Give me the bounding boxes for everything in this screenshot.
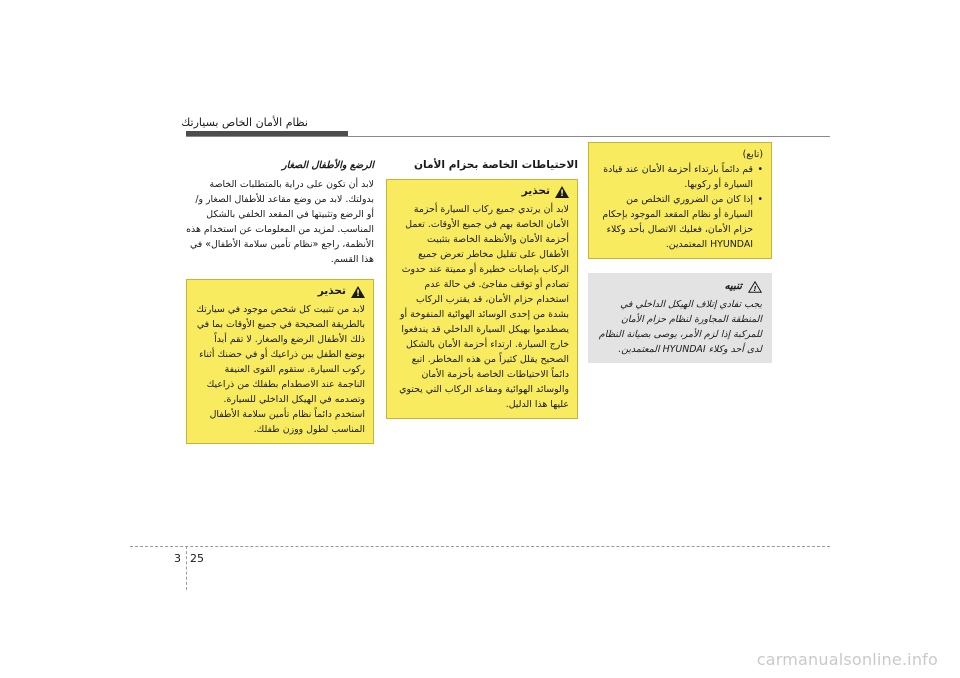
warning-box-infants: [186, 279, 374, 444]
page-number: 25: [190, 552, 204, 565]
caution-box: [588, 273, 772, 363]
column-continued: [588, 142, 772, 363]
caution-title: تنبيه: [724, 281, 742, 292]
warning-header: [395, 184, 569, 199]
footer-divider: [186, 546, 187, 590]
warning-bullet-list: [597, 162, 763, 252]
section-body-infants: لابد أن تكون على دراية بالمتطلبات الخاصة بدولتك. لابد من وضع مقاعد للأطفال الصغار و/ أو الرضع وتثبيتها في المقعد الخلفي بالشكل المناسب. لمزيد من المعلومات عن استخدام هذه الأنظمة، راجع «نظام تأمين سلامة الأطفال» في هذا القسم.: [186, 179, 374, 265]
warning-body: لابد من تثبيت كل شخص موجود في سيارتك بالطريقة الصحيحة في جميع الأوقات بما في ذلك الأطفال الرضع والصغار. لا تقم أبداً بوضع الطفل بين ذراعيك أو في حضنك أثناء ركوب السيارة. ستقوم القوى العنيفة الناجمة عند الاصطدام بطفلك من ذراعيك وتصدمه في الهيكل الداخلي للسيارة. استخدم دائماً نظام تأمين سلامة الأطفال المناسب لطول ووزن طفلك.: [196, 304, 365, 435]
column-seatbelt-precautions: [386, 158, 578, 419]
warning-box-seatbelt: [386, 179, 578, 419]
warning-triangle-icon: [555, 186, 569, 198]
header-rule: [186, 136, 830, 137]
list-item: • إذا كان من الضروري التخلص من السيارة أو نظام المقعد الموجود بإحكام حزام الأمان، فعليك الاتصال بأحد وكلاء HYUNDAI المعتمدين.: [597, 192, 763, 252]
warning-triangle-icon: [351, 286, 365, 298]
warning-box-continued: [588, 142, 772, 259]
warning-title: تحذير: [521, 185, 550, 197]
warning-title: تحذير: [317, 285, 346, 297]
continued-label: (تابع): [742, 149, 763, 160]
svg-text:!: !: [753, 284, 757, 293]
list-item: • قم دائماً بارتداء أحزمة الأمان عند قيادة السيارة أو ركوبها.: [597, 162, 763, 192]
warning-header: [195, 284, 365, 299]
caution-body: يجب تفادي إتلاف الهيكل الداخلي في المنطقة المجاورة لنظام حزام الأمان للمركبة إذا لزم الأمر، يوصى بصيانة النظام لدى أحد وكلاء HYUNDAI المعتمدين.: [598, 299, 762, 355]
warning-body: لابد أن يرتدي جميع ركاب السيارة أحزمة الأمان الخاصة بهم في جميع الأوقات. تعمل أحزمة الأمان والأنظمة الخاصة بتثبيت الأطفال على تقليل مخاطر تعرض جميع الركاب بإصابات خطيرة أو مميتة عند حدوث تصادم أو توقف مفاجئ. في حالة عدم استخدام حزام الأمان، قد يقترب الركاب بشدة من إحدى الوسائد الهوائية المنفوخة أو يصطدموا بهيكل السيارة الداخلي قد يندفعوا خارج السيارة. ارتداء أحزمة الأمان بالشكل الصحيح يقلل كثيراً من هذه المخاطر. اتبع دائماً الاحتياطات الخاصة بأحزمة الأمان والوسائد الهوائية ومقاعد الركاب التي يحتوي عليها هذا الدليل.: [399, 204, 569, 410]
caution-triangle-icon: [748, 281, 762, 293]
section-title-seatbelt: الاحتياطات الخاصة بحزام الأمان: [413, 159, 578, 171]
footer-rule: [130, 546, 830, 547]
watermark-text: carmanualsonline.info: [756, 650, 938, 669]
column-infants: [186, 158, 374, 444]
page-header-title: نظام الأمان الخاص بسيارتك: [181, 116, 308, 129]
caution-header: [598, 279, 762, 294]
section-subtitle-infants: الرضع والأطفال الصغار: [281, 160, 374, 171]
chapter-number: 3: [174, 552, 181, 565]
